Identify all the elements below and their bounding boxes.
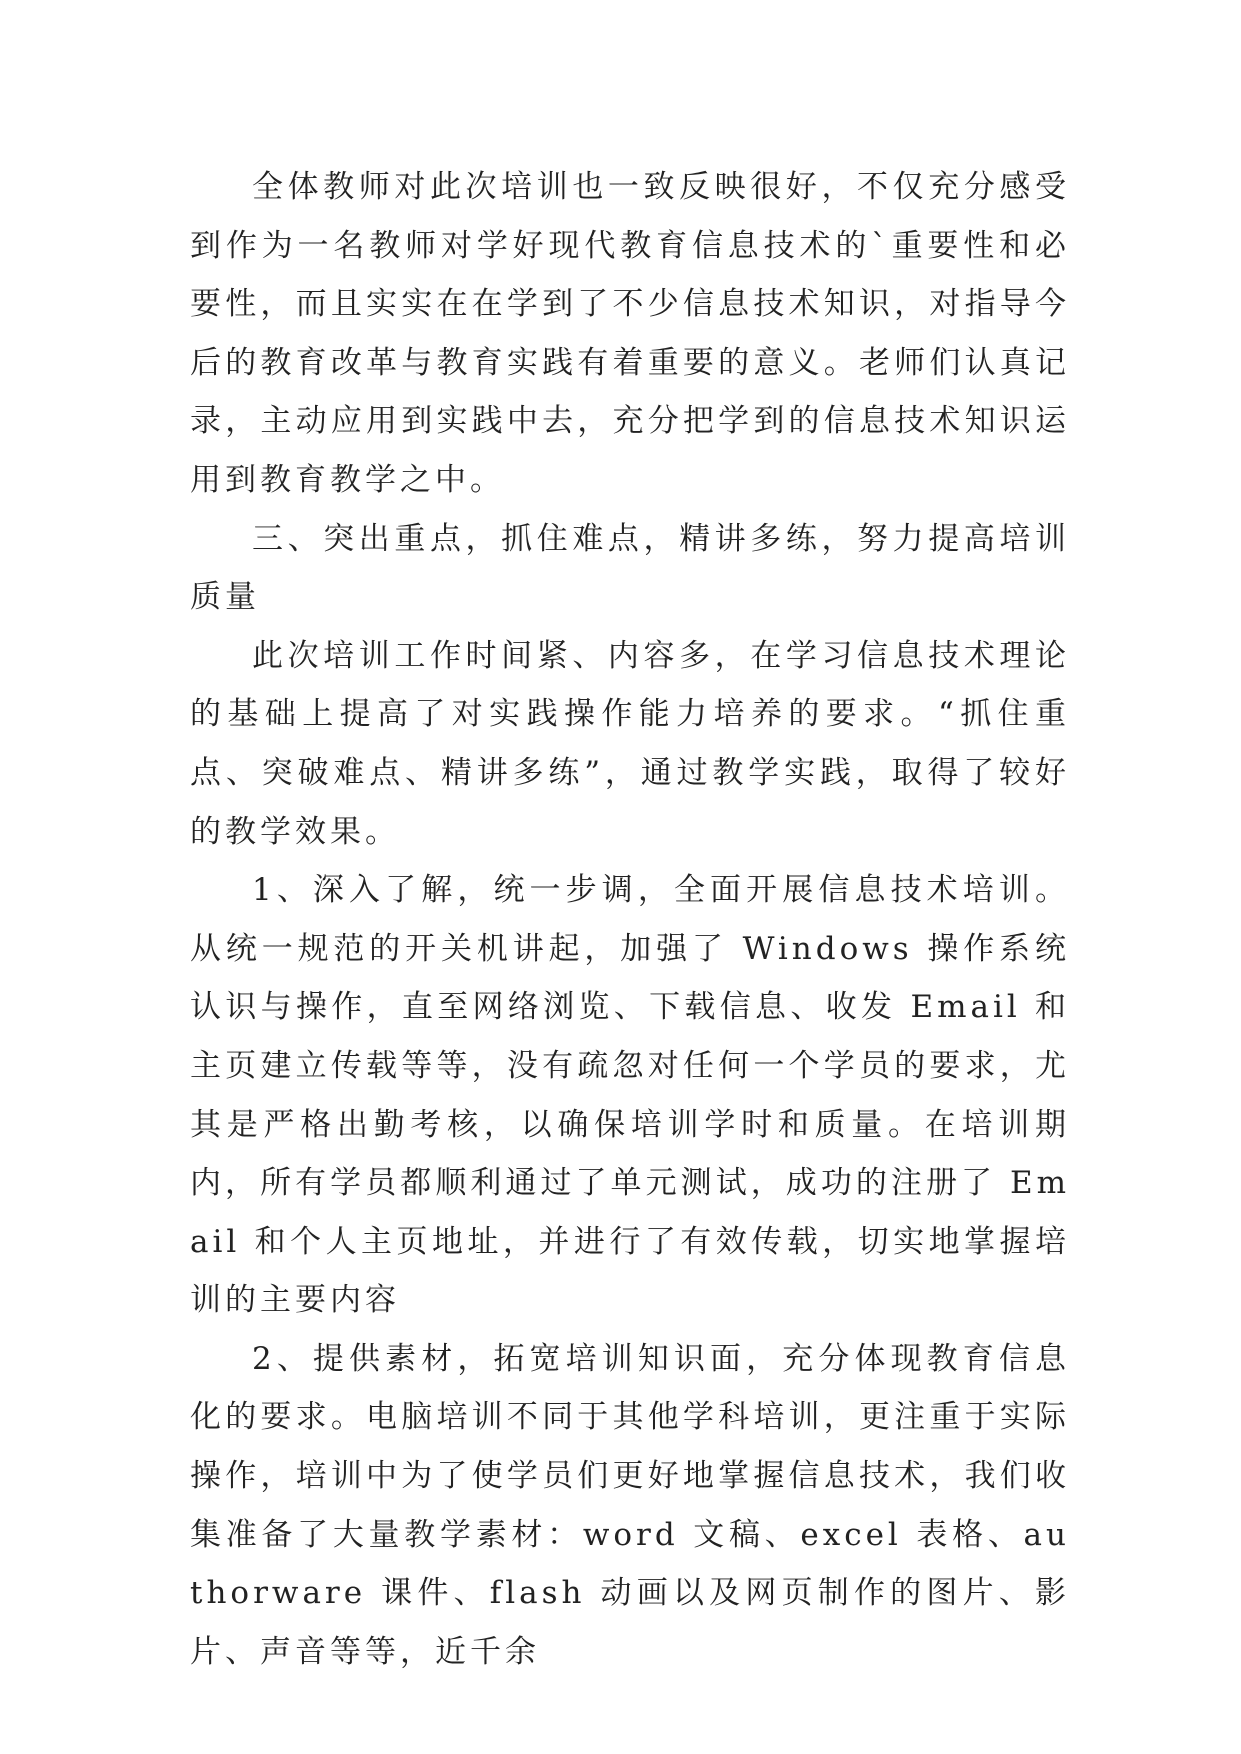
paragraph-item-one: 1、深入了解，统一步调，全面开展信息技术培训。从统一规范的开关机讲起，加强了 Windows 操作系统认识与操作，直至网络浏览、下载信息、收发 Email 和主页建立传载等等，没有疏忽对任何一个学员的要求，尤其是严格出勤考核，以确保培训学时和质量。在培训期内，所有学员都顺利通过了单元测试，成功的注册了 Email 和个人主页地址，并进行了有效传载，切实地掌握培训的主要内容 xyxy=(190,872,1070,1319)
document-body xyxy=(190,158,1070,1681)
paragraph-training-overview: 此次培训工作时间紧、内容多，在学习信息技术理论的基础上提高了对实践操作能力培养的要求。“抓住重点、突破难点、精讲多练”，通过教学实践，取得了较好的教学效果。 xyxy=(190,637,1070,850)
section-heading-three: 三、突出重点，抓住难点，精讲多练，努力提高培训质量 xyxy=(190,520,1070,616)
paragraph-teacher-feedback: 全体教师对此次培训也一致反映很好，不仅充分感受到作为一名教师对学好现代教育信息技术的`重要性和必要性，而且实实在在学到了不少信息技术知识，对指导今后的教育改革与教育实践有着重要的意义。老师们认真记录，主动应用到实践中去，充分把学到的信息技术知识运用到教育教学之中。 xyxy=(190,169,1070,498)
paragraph-item-two: 2、提供素材，拓宽培训知识面，充分体现教育信息化的要求。电脑培训不同于其他学科培训，更注重于实际操作，培训中为了使学员们更好地掌握信息技术，我们收集准备了大量教学素材：word 文稿、excel 表格、authorware 课件、flash 动画以及网页制作的图片、影片、声音等等，近千余 xyxy=(190,1340,1070,1670)
